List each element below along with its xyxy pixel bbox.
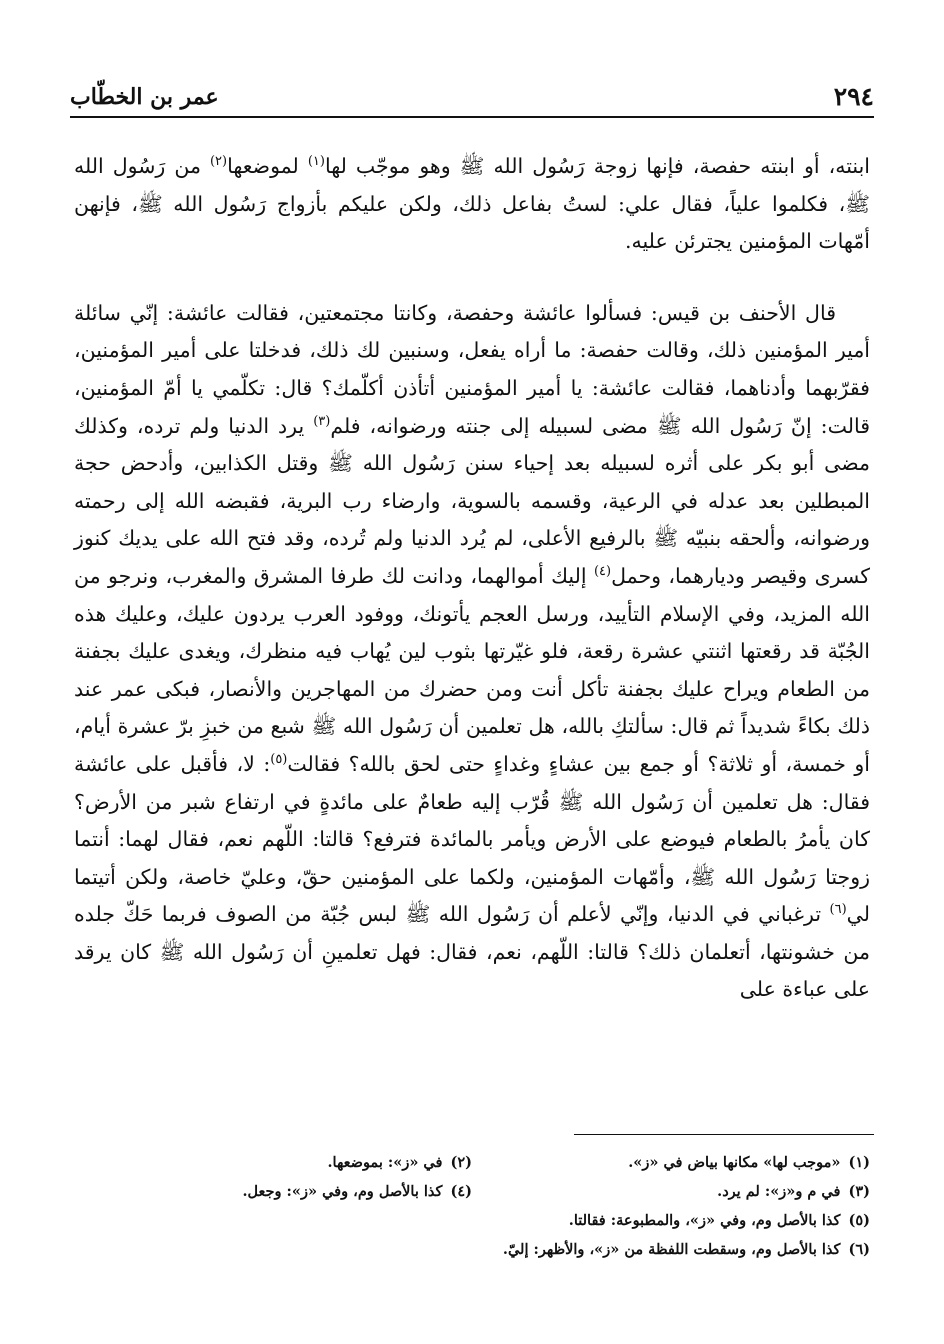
paragraph-2-part-c: إليك أموالهما، ودانت لك طرفا المشرق والمغرب، ونرجو من الله المزيد، وفي الإسلام التأييد، ورسل العجم يأتونك، ووفود العرب يردون عليك، وعليك هذه الجُبّة قد رقعتها اثنتي عشرة رقعة، فلو غيّرتها بثوب لين يُهاب فيه منظرك، ويغدى عليك بجفنة من الطعام ويراح عليك بجفنة تأكل أنت ومن حضرك من المهاجرين والأنصار، فبكى عمر عند ذلك بكاءً شديداً ثم قال: سألتكِ بالله، هل تعلمين أن رَسُول الله ﷺ شبع من خبزِ برّ عشرة أيام، أو خمسة، أو ثلاثة؟ أو جمع بين عشاءٍ وغداءٍ حتى لحق بالله؟ فقالت xyxy=(74,563,870,776)
footnote-6 xyxy=(503,1235,870,1264)
footnote-1 xyxy=(472,1148,870,1177)
footnote-text: في «ز»: بموضعها. xyxy=(327,1154,443,1171)
footnote-row xyxy=(74,1206,870,1235)
footnote-number: (٦) xyxy=(848,1241,870,1258)
running-title: عمر بن الخطّاب xyxy=(70,84,219,110)
footnote-number: (٥) xyxy=(848,1212,870,1229)
footnote-text: «موجب لها» مكانها بياض في «ز». xyxy=(628,1154,841,1171)
paragraph-2 xyxy=(74,295,870,1009)
page-number: ٢٩٤ xyxy=(833,82,874,111)
paragraph-1-part-c: من رَسُول الله ﷺ، فكلموا علياً، فقال علي: لستُ بفاعل ذلك، ولكن عليكم بأزواج رَسُول الله ﷺ، فإنهن أمّهات المؤمنين يجترئن عليه. xyxy=(74,154,870,254)
footnote-number: (٤) xyxy=(450,1183,472,1200)
footnote-text: في م و«ز»: لم يرد. xyxy=(717,1183,841,1200)
paragraph-2-part-d: : لا، فأقبل على عائشة فقال: هل تعلمين أن رَسُول الله ﷺ قُرّب إليه طعامٌ على مائدةٍ في ارتفاع شبر من الأرض؟ كان يأمرُ بالطعام فيوضع على الأرض ويأمر بالمائدة فترفع؟ قالتا: اللّهم نعم، فقال لهما: أنتما زوجتا رَسُول الله ﷺ، وأمّهات المؤمنين، ولكما على المؤمنين حقّ، وعليّ خاصة، ولكن أتيتما لي xyxy=(74,751,870,927)
footnote-5 xyxy=(569,1206,870,1235)
body-text xyxy=(74,148,870,1009)
footnote-text: كذا بالأصل وم، وفي «ز»، والمطبوعة: فقالتا. xyxy=(568,1212,841,1229)
paragraph-1 xyxy=(74,148,870,261)
footnote-ref-5: (٥) xyxy=(270,752,288,768)
footnote-row xyxy=(74,1177,870,1206)
paragraph-1-part-a: ابنته، أو ابنته حفصة، فإنها زوجة رَسُول الله ﷺ وهو موجّب لها xyxy=(324,154,870,178)
footnote-text: كذا بالأصل وم، وسقطت اللفظة من «ز»، والأظهر: إليّ. xyxy=(502,1241,841,1258)
footnote-text: كذا بالأصل وم، وفي «ز»: وجعل. xyxy=(242,1183,443,1200)
footnote-3 xyxy=(472,1177,870,1206)
footnote-ref-3: (٣) xyxy=(313,413,331,429)
footnote-ref-6: (٦) xyxy=(829,902,847,918)
footnote-2 xyxy=(74,1148,472,1177)
footnote-ref-2: (٢) xyxy=(209,154,228,170)
footnote-row xyxy=(74,1235,870,1264)
footnotes xyxy=(74,1148,870,1264)
footnote-number: (١) xyxy=(848,1154,870,1171)
paragraph-1-part-b: لموضعها xyxy=(227,154,308,178)
paragraph-2-part-b: يرد الدنيا ولم ترده، وكذلك مضى أبو بكر على أثره لسبيله بعد إحياء سنن رَسُول الله ﷺ وقتل الكذابين، وأدحض حجة المبطلين بعد عدله في الرعية، وقسمه بالسوية، وارضاء رب البرية، فقبضه الله إلى رحمته ورضوانه، وألحقه بنبيّه ﷺ بالرفيع الأعلى، لم يُرد الدنيا ولم تُرده، وقد فتح الله على يديك كنوز كسرى وقيصر وديارهما، وحمل xyxy=(74,413,870,588)
footnote-ref-4: (٤) xyxy=(593,564,612,580)
footnote-row xyxy=(74,1148,870,1177)
footnote-number: (٢) xyxy=(450,1154,472,1171)
footnote-number: (٣) xyxy=(848,1183,870,1200)
footnote-separator xyxy=(574,1134,874,1135)
paragraph-2-part-e: ترغباني في الدنيا، وإنّي لأعلم أن رَسُول الله ﷺ لبس جُبّة من الصوف فربما حَكّ جلده من خشونتها، أتعلمان ذلك؟ قالتا: اللّهم، نعم، فقال: فهل تعلمينِ أن رَسُول الله ﷺ كان يرقد على عباءة على xyxy=(74,902,870,1002)
footnote-ref-1: (١) xyxy=(307,154,325,170)
page-header xyxy=(70,82,874,118)
paragraph-2-part-a: قال الأحنف بن قيس: فسألوا عائشة وحفصة، وكانتا مجتمعتين، فقالت عائشة: إنّي سائلة أمير المؤمنين ذلك، وقالت حفصة: ما أراه يفعل، وسنبين لك ذلك، فدخلتا على أمير المؤمنين، فقرّبهما وأدناهما، فقالت عائشة: يا أمير المؤمنين أتأذن أكلّمك؟ قال: تكلّمي يا أمّ المؤمنين، قالت: إنّ رَسُول الله ﷺ مضى لسبيله إلى جنته ورضوانه، فلم xyxy=(74,300,870,438)
footnote-4 xyxy=(74,1177,472,1206)
